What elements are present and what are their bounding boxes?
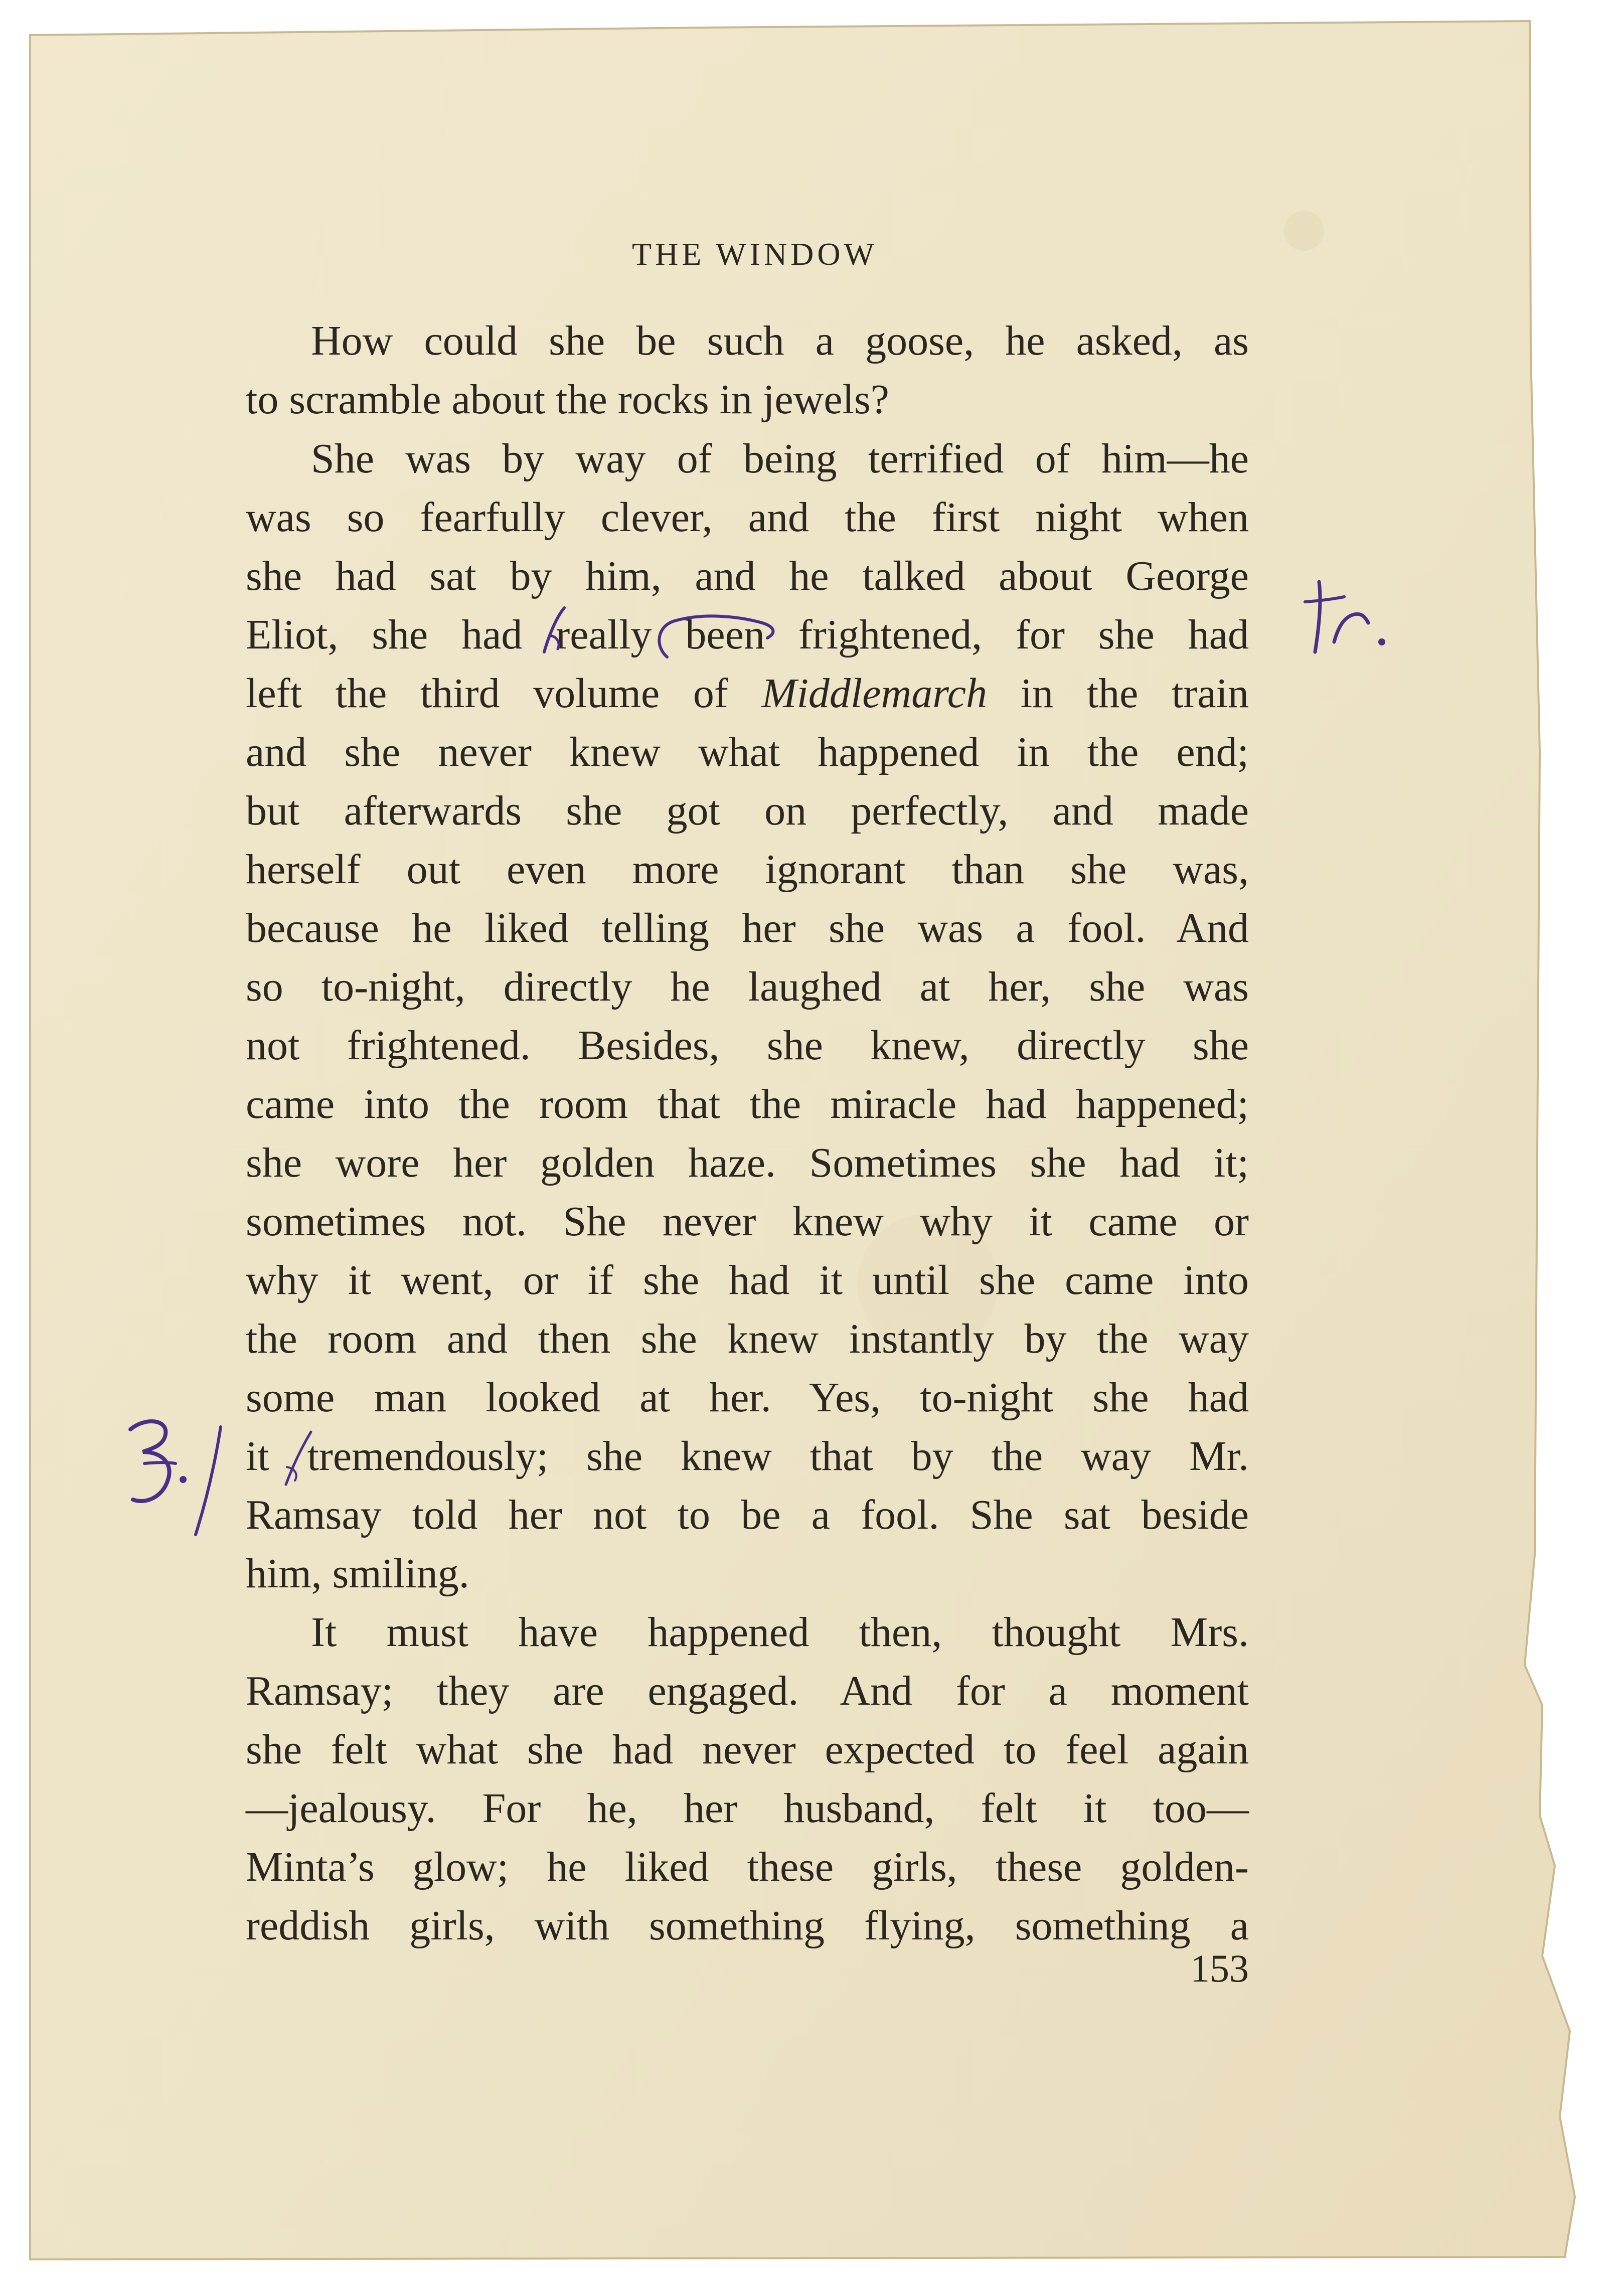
text-line: left the third volume of Middlemarch in the train: [246, 670, 1249, 717]
transpose-mark: [502, 587, 823, 677]
insert-caret-mark: [271, 1424, 326, 1495]
margin-note-tr: [1299, 567, 1394, 667]
text-line: she wore her golden haze. Sometimes she had it;: [246, 1139, 1249, 1186]
text-line: herself out even more ignorant than she was,: [246, 846, 1249, 893]
text-line: Minta’s glow; he liked these girls, these golden-: [246, 1844, 1249, 1890]
paper-stain: [1284, 211, 1324, 251]
text-line: Ramsay told her not to be a fool. She sat beside: [246, 1492, 1249, 1538]
text-line: She was by way of being terrified of him—he: [311, 435, 1249, 482]
text-line: Ramsay; they are engaged. And for a moment: [246, 1668, 1249, 1714]
text-line: —jealousy. For he, her husband, felt it too—: [246, 1785, 1249, 1832]
text-line: it tremendously; she knew that by the way Mr.: [246, 1433, 1249, 1480]
text-line: was so fearfully clever, and the first night when: [246, 494, 1249, 541]
text-line: she had sat by him, and he talked about George: [246, 553, 1249, 599]
page-number: 153: [1190, 1946, 1249, 1990]
text-line: Eliot, she had really been frightened, for she had: [246, 611, 1249, 658]
text-line: to scramble about the rocks in jewels?: [246, 376, 889, 423]
text-line: she felt what she had never expected to feel again: [246, 1726, 1249, 1773]
text-line: some man looked at her. Yes, to-night she had: [246, 1374, 1249, 1421]
running-head: THE WINDOW: [631, 236, 878, 272]
text-line: why it went, or if she had it until she came into: [246, 1257, 1249, 1303]
text-line: reddish girls, with something flying, something a: [246, 1902, 1249, 1949]
text-line: sometimes not. She never knew why it came or: [246, 1198, 1249, 1245]
text-line: so to-night, directly he laughed at her, she was: [246, 963, 1249, 1010]
margin-note-3: [120, 1404, 251, 1555]
book-title: Middlemarch: [761, 670, 988, 717]
text-line: because he liked telling her she was a fool. And: [246, 905, 1249, 951]
text-line: and she never knew what happened in the end;: [246, 729, 1249, 775]
text-line: the room and then she knew instantly by the way: [246, 1316, 1249, 1362]
text-line: him, smiling.: [246, 1550, 469, 1597]
text-line: It must have happened then, thought Mrs.: [311, 1609, 1249, 1656]
text-line: How could she be such a goose, he asked, as: [311, 317, 1249, 364]
text-line: came into the room that the miracle had happened;: [246, 1081, 1249, 1127]
text-line: but afterwards she got on perfectly, and made: [246, 787, 1249, 834]
text-line: not frightened. Besides, she knew, directly she: [246, 1022, 1249, 1069]
